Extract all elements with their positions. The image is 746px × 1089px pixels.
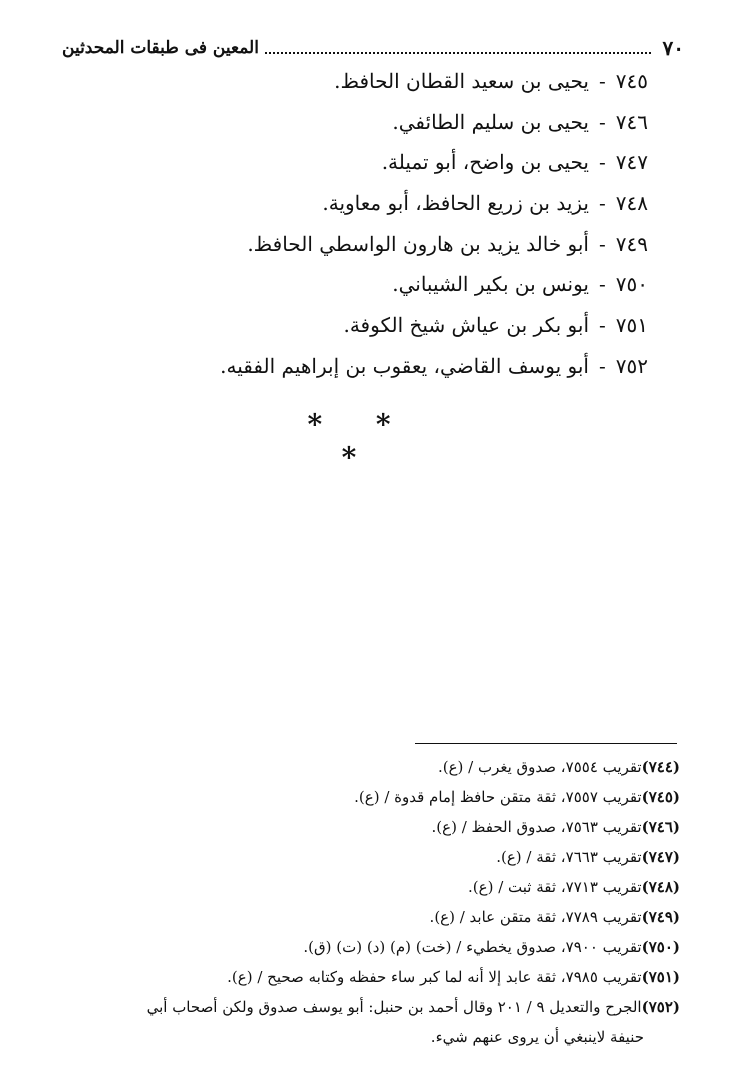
entry-number: ٧٥٢ xyxy=(615,353,648,378)
footnote-number: (٧٤٨) xyxy=(641,878,680,896)
entry-number: ٧٤٥ xyxy=(615,69,648,93)
book-title: المعين فى طبقات المحدثين xyxy=(62,38,259,58)
footnote-number: (٧٥٢) xyxy=(641,998,680,1016)
footnote-number: (٧٤٥) xyxy=(641,788,680,806)
entry-dash: - xyxy=(599,150,606,175)
footnote xyxy=(60,842,680,872)
footnote xyxy=(60,932,680,962)
footnote-text: تقريب ٧٥٥٤، صدوق يغرب / (ع). xyxy=(437,758,642,776)
footnote-number: (٧٤٦) xyxy=(641,818,680,836)
footnote-number: (٧٤٤) xyxy=(641,758,680,776)
entry-dash: - xyxy=(599,231,606,256)
footnote-continuation: حنيفة لاينبغي أن يروى عنهم شيء. xyxy=(430,1028,644,1046)
narrator-entry xyxy=(88,143,648,184)
entry-text: يحيى بن سعيد القطان الحافظ. xyxy=(334,69,589,93)
entry-number: ٧٤٧ xyxy=(615,150,648,175)
entry-text: أبو خالد يزيد بن هارون الواسطي الحافظ. xyxy=(247,231,589,256)
narrator-entry xyxy=(88,184,648,225)
footnote-text: تقريب ٧٧٨٩، ثقة متقن عابد / (ع). xyxy=(429,908,642,926)
entry-dash: - xyxy=(599,191,606,216)
narrator-entry xyxy=(88,306,648,347)
footnote xyxy=(60,782,680,812)
footnote xyxy=(60,872,680,902)
entry-dash: - xyxy=(599,353,606,378)
entry-number: ٧٤٦ xyxy=(615,109,648,134)
header-dotted-leader xyxy=(265,42,651,54)
page-number: ٧٠ xyxy=(662,36,684,60)
entry-number: ٧٤٩ xyxy=(615,231,648,256)
entry-number: ٧٥٠ xyxy=(615,272,648,297)
footnote-text: الجرح والتعديل ٩ / ٢٠١ وقال أحمد بن حنبل: أبو يوسف صدوق ولكن أصحاب أبي xyxy=(146,998,642,1016)
section-separator-asterisks: * * * xyxy=(307,408,413,474)
entry-text: يونس بن بكير الشيباني. xyxy=(392,272,589,297)
footnote xyxy=(60,812,680,842)
page-header xyxy=(62,32,684,64)
footnote xyxy=(60,992,680,1052)
entry-dash: - xyxy=(599,272,606,297)
footnote-text: تقريب ٧٥٦٣، صدوق الحفظ / (ع). xyxy=(431,818,642,836)
footnotes-list xyxy=(60,752,680,1052)
narrator-entry xyxy=(88,265,648,306)
entry-number: ٧٤٨ xyxy=(615,191,648,216)
entry-dash: - xyxy=(599,109,606,134)
footnote-number: (٧٤٧) xyxy=(641,848,680,866)
entry-dash: - xyxy=(599,69,606,93)
footnote-number: (٧٥١) xyxy=(641,968,680,986)
narrator-entry xyxy=(88,347,648,388)
narrator-entry xyxy=(88,62,648,103)
entry-number: ٧٥١ xyxy=(615,313,648,338)
entry-text: أبو بكر بن عياش شيخ الكوفة. xyxy=(343,313,589,338)
footnote xyxy=(60,902,680,932)
entry-text: يحيى بن سليم الطائفي. xyxy=(392,109,589,134)
footnote-text: تقريب ٧٩٨٥، ثقة عابد إلا أنه لما كبر ساء حفظه وكتابه صحيح / (ع). xyxy=(227,968,642,986)
footnote xyxy=(60,752,680,782)
footnote-number: (٧٤٩) xyxy=(641,908,680,926)
entry-text: يحيى بن واضح، أبو تميلة. xyxy=(381,150,589,175)
footnote-text: تقريب ٧٥٥٧، ثقة متقن حافظ إمام قدوة / (ع). xyxy=(354,788,642,806)
narrator-entry xyxy=(88,225,648,266)
entry-text: أبو يوسف القاضي، يعقوب بن إبراهيم الفقيه. xyxy=(220,353,589,378)
footnote-text: تقريب ٧٧١٣، ثقة ثبت / (ع). xyxy=(468,878,642,896)
narrator-list xyxy=(88,62,648,388)
entry-text: يزيد بن زريع الحافظ، أبو معاوية. xyxy=(322,191,589,216)
narrator-entry xyxy=(88,103,648,144)
footnote xyxy=(60,962,680,992)
footnote-number: (٧٥٠) xyxy=(641,938,680,956)
footnote-text: تقريب ٧٩٠٠، صدوق يخطيء / (خت) (م) (د) (ت) (ق). xyxy=(303,938,642,956)
entry-dash: - xyxy=(599,313,606,338)
footnote-text: تقريب ٧٦٦٣، ثقة / (ع). xyxy=(496,848,642,866)
footnote-divider xyxy=(415,743,677,744)
